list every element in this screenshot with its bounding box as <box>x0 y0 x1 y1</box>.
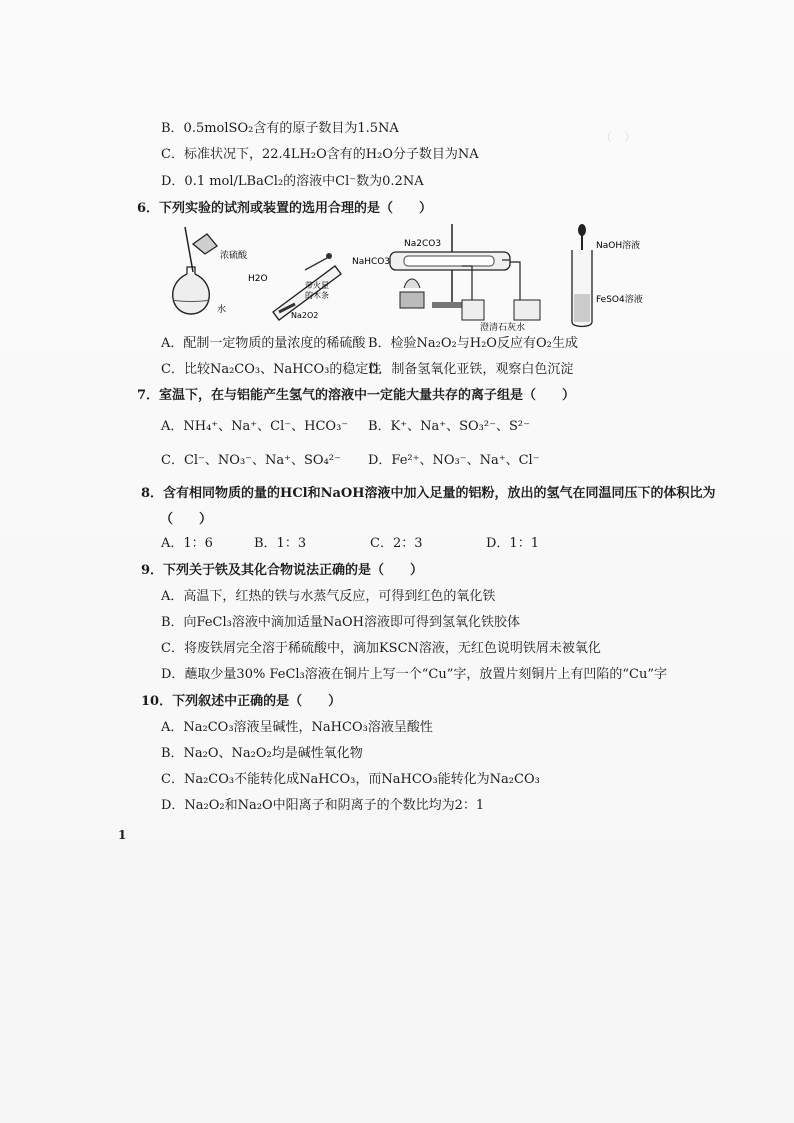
q6-fig-c-label-limewater: 澄清石灰水 <box>480 323 526 332</box>
q8-option-a: A．1：6 <box>161 536 213 551</box>
q8-option-d: D．1：1 <box>486 536 539 551</box>
q10-option-a: A．Na₂CO₃溶液呈碱性，NaHCO₃溶液呈酸性 <box>161 720 433 735</box>
q9-option-c: C．将废铁屑完全溶于稀硫酸中，滴加KSCN溶液，无红色说明铁屑未被氧化 <box>161 641 601 656</box>
q7-stem: 7．室温下，在与铝能产生氢气的溶液中一定能大量共存的离子组是（ ） <box>137 388 576 403</box>
q10-option-c: C．Na₂CO₃不能转化成NaHCO₃，而NaHCO₃能转化为Na₂CO₃ <box>161 772 540 787</box>
q10-option-d: D．Na₂O₂和Na₂O中阳离子和阴离子的个数比均为2：1 <box>161 798 485 813</box>
q10-stem: 10．下列叙述中正确的是（ ） <box>141 694 342 709</box>
q7-option-d: D．Fe²⁺、NO₃⁻、Na⁺、Cl⁻ <box>368 453 540 468</box>
q6-fig-a-label-water: 水 <box>217 305 227 315</box>
q10-option-b: B．Na₂O、Na₂O₂均是碱性氧化物 <box>161 746 363 761</box>
q9-option-a: A．高温下，红热的铁与水蒸气反应，可得到红色的氧化铁 <box>161 589 496 604</box>
q6-figure-c <box>352 222 550 332</box>
q6-fig-d-label-feso4: FeSO4溶液 <box>596 295 643 305</box>
q5-option-c: C．标准状况下，22.4LH₂O含有的H₂O分子数目为NA <box>161 147 479 162</box>
q8-option-c: C．2：3 <box>370 536 423 551</box>
q6-option-c: C．比较Na₂CO₃、NaHCO₃的稳定性 <box>161 362 382 377</box>
q6-fig-b-label-na2o2: Na2O2 <box>291 311 319 320</box>
q9-option-b: B．向FeCl₃溶液中滴加适量NaOH溶液即可得到氢氧化铁胶体 <box>161 615 520 630</box>
q6-fig-a-label-acid: 浓硫酸 <box>220 251 248 261</box>
q6-option-a: A．配制一定物质的量浓度的稀硫酸 <box>161 336 366 351</box>
q6-figure-b <box>243 236 353 321</box>
q8-option-b: B．1：3 <box>254 536 307 551</box>
q5-option-b: B．0.5molSO₂含有的原子数目为1.5NA <box>161 121 399 136</box>
q7-option-b: B．K⁺、Na⁺、SO₃²⁻、S²⁻ <box>368 419 530 434</box>
q6-fig-b-label-water: H2O <box>248 274 268 284</box>
q5-option-d: D．0.1 mol/LBaCl₂的溶液中Cl⁻数为0.2NA <box>161 174 424 189</box>
q6-fig-d-label-naoh: NaOH溶液 <box>596 241 641 251</box>
q6-fig-b-label-splint: 带火星 <box>305 281 329 290</box>
q6-option-b: B．检验Na₂O₂与H₂O反应有O₂生成 <box>368 336 578 351</box>
page-number: 1 <box>118 828 127 842</box>
q6-fig-b-label-splint2: 的木条 <box>305 291 329 300</box>
q6-stem: 6．下列实验的试剂或装置的选用合理的是（ ） <box>137 201 433 216</box>
q7-option-a: A．NH₄⁺、Na⁺、Cl⁻、HCO₃⁻ <box>161 419 349 434</box>
q6-figure-d <box>566 222 666 332</box>
q6-fig-c-label-nahco3: NaHCO3 <box>352 257 391 267</box>
q6-option-d: D．制备氢氧化亚铁，观察白色沉淀 <box>368 362 574 377</box>
q8-answer-paren: （ ） <box>160 512 213 527</box>
bleed-through-text: （ ） <box>600 130 637 144</box>
q9-stem: 9．下列关于铁及其化合物说法正确的是（ ） <box>141 563 424 578</box>
q8-stem: 8．含有相同物质的量的HCl和NaOH溶液中加入足量的铝粉，放出的氢气在同温同压下的体积比为 <box>141 486 716 501</box>
q7-option-c: C．Cl⁻、NO₃⁻、Na⁺、SO₄²⁻ <box>161 453 341 468</box>
q6-fig-c-label-na2co3: Na2CO3 <box>404 239 442 249</box>
q9-option-d: D．蘸取少量30% FeCl₃溶液在铜片上写一个“Cu”字，放置片刻铜片上有凹陷的“Cu”字 <box>161 667 667 682</box>
